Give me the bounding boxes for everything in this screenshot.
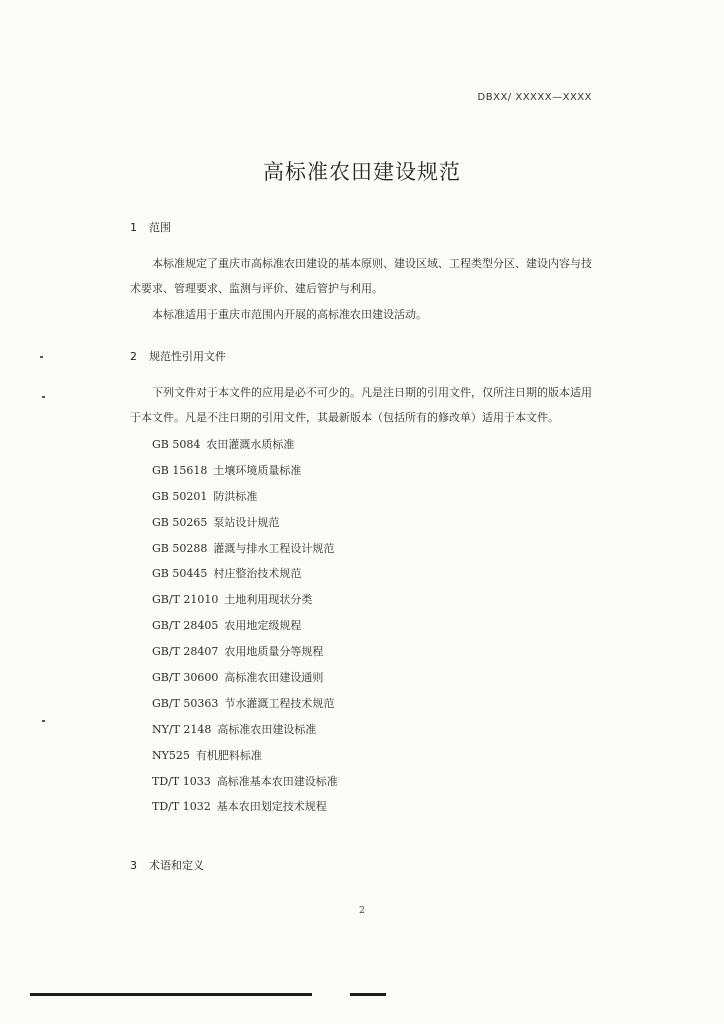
reference-name: 基本农田划定技术规程 [216,800,327,814]
document-code: DBXX/ XXXXX—XXXX [477,92,592,103]
reference-name: 有机肥料标准 [195,748,262,762]
paragraph-scope: 本标准规定了重庆市高标准农田建设的基本原则、建设区域、工程类型分区、建设内容与技术要求、管理要求、监测与评价、建后管护与利用。 [130,257,592,295]
reference-name: 土壤环境质量标准 [213,463,302,477]
list-item [152,561,338,587]
reference-code: GB/T 50363 [152,696,219,710]
reference-name: 高标准基本农田建设标准 [216,774,338,788]
reference-name: 土地利用现状分类 [224,593,313,607]
list-item [152,458,338,484]
list-item [152,639,338,665]
reference-list [152,432,338,820]
reference-code: GB/T 30600 [152,671,219,685]
reference-code: TD/T 1032 [152,800,211,814]
scan-speck [42,396,45,398]
reference-code: GB 5084 [152,438,201,451]
section-title: 规范性引用文件 [149,350,226,363]
reference-name: 农用地质量分等规程 [224,645,324,659]
scan-edge-line [350,993,386,996]
reference-name: 泵站设计规范 [213,515,280,529]
reference-code: GB/T 28405 [152,619,219,633]
document-title: 高标准农田建设规范 [263,160,461,184]
section-number: 1 [130,221,137,234]
reference-name: 村庄整治技术规范 [213,567,302,581]
reference-name: 高标准农田建设标准 [217,722,317,736]
list-item [152,794,338,820]
reference-code: GB/T 21010 [152,593,219,607]
section-title: 范围 [149,221,171,234]
reference-code: NY525 [152,748,190,762]
list-item [152,587,338,613]
reference-code: GB 50201 [152,489,208,503]
reference-name: 防洪标准 [213,489,258,503]
section-heading-2 [130,348,226,364]
list-item [152,613,338,639]
section-title: 术语和定义 [149,859,204,872]
list-item [152,717,338,743]
list-item [152,743,338,769]
reference-code: TD/T 1033 [152,774,211,788]
reference-code: GB 15618 [152,463,208,477]
scan-speck [42,720,45,722]
reference-code: GB 50445 [152,567,208,581]
reference-code: GB 50288 [152,541,208,555]
reference-name: 农田灌溉水质标准 [206,438,295,451]
list-item [152,691,338,717]
reference-name: 灌溉与排水工程设计规范 [213,541,335,555]
section-heading-3 [130,857,204,873]
list-item [152,769,338,795]
list-item [152,510,338,536]
list-item [152,665,338,691]
section-number: 3 [130,859,137,872]
reference-name: 节水灌溉工程技术规范 [224,696,335,710]
paragraph-references-intro: 下列文件对于本文件的应用是必不可少的。凡是注日期的引用文件，仅所注日期的版本适用于本文件。凡是不注日期的引用文件，其最新版本（包括所有的修改单）适用于本文件。 [130,386,592,424]
list-item [152,432,338,458]
reference-code: GB 50265 [152,515,208,529]
page-number: 2 [359,906,365,916]
reference-name: 高标准农田建设通则 [224,671,324,685]
section-number: 2 [130,350,137,363]
list-item [152,536,338,562]
scan-speck [40,356,43,358]
section-heading-1 [130,219,171,235]
paragraph-applicability: 本标准适用于重庆市范围内开展的高标准农田建设活动。 [152,308,427,321]
list-item [152,484,338,510]
reference-code: GB/T 28407 [152,645,219,659]
reference-code: NY/T 2148 [152,722,212,736]
scan-edge-line [30,993,312,996]
reference-name: 农用地定级规程 [224,619,302,633]
